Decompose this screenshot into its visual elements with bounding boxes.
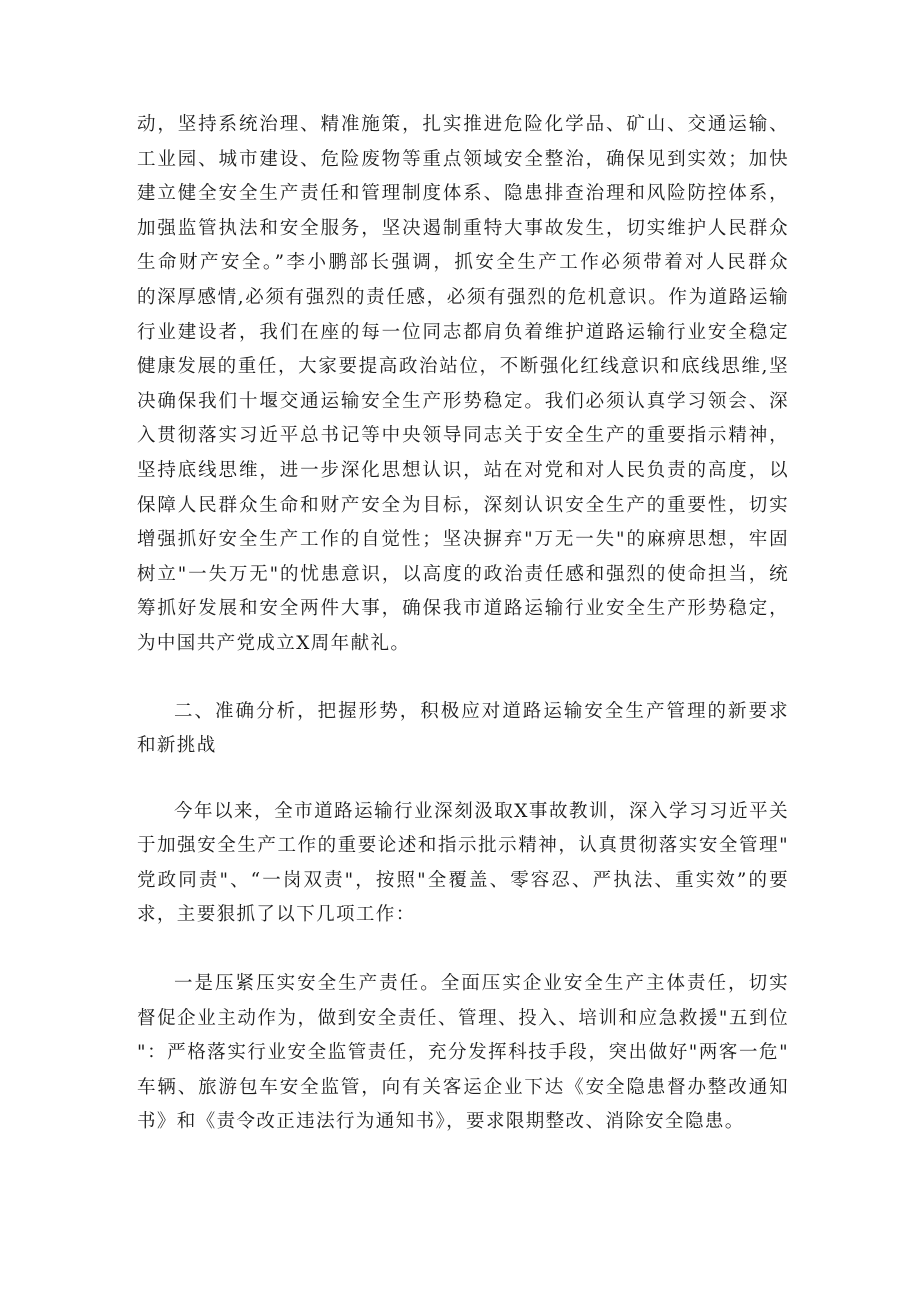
text-line: 动，坚持系统治理、精准施策，扎实推进危险化学品、矿山、交通运输、	[137, 114, 789, 135]
paragraph-gap	[137, 662, 789, 695]
paragraph	[137, 967, 789, 1140]
text-line: 树立"一失万无"的忧患意识，以高度的政治责任感和强烈的使命担当，统	[137, 563, 789, 585]
text-line: 生命财产安全。”李小鹏部长强调，抓安全生产工作必须带着对人民群众	[137, 252, 789, 274]
text-line: 的深厚感情,必须有强烈的责任感，必须有强烈的危机意识。作为道路运输	[137, 286, 789, 308]
text-line: 加强监管执法和安全服务，坚决遏制重特大事故发生，切实维护人民群众	[137, 217, 789, 239]
text-line: 车辆、旅游包车安全监管，向有关客运企业下达《安全隐患督办整改通知	[137, 1076, 789, 1098]
text-line: 工业园、城市建设、危险废物等重点领域安全整治，确保见到实效；加快	[137, 148, 789, 170]
text-line: 行业建设者，我们在座的每一位同志都肩负着维护道路运输行业安全稳定	[137, 321, 789, 343]
paragraph-gap	[137, 764, 789, 795]
heading-line: 和新挑战	[137, 735, 217, 757]
paragraph	[137, 108, 789, 662]
section-heading	[137, 695, 789, 764]
paragraph	[137, 795, 789, 933]
text-line: 保障人民群众生命和财产安全为目标，深刻认识安全生产的重要性，切实	[137, 494, 789, 516]
text-line: 坚持底线思维，进一步深化思想认识，站在对党和对人民负责的高度，以	[137, 459, 789, 481]
text-line: 书》和《责令改正违法行为通知书》，要求限期整改、消除安全隐患。	[137, 1111, 745, 1133]
text-line: 为中国共产党成立X周年献礼。	[137, 632, 411, 654]
text-line: 健康发展的重任，大家要提高政治站位，不断强化红线意识和底线思维,坚	[137, 356, 789, 378]
text-line: "：严格落实行业安全监管责任，充分发挥科技手段，突出做好"两客一危"	[137, 1042, 789, 1064]
text-line: 党政同责"、“一岗双责"，按照"全覆盖、零容忍、严执法、重实效”的要	[137, 869, 789, 891]
text-line: 求，主要狠抓了以下几项工作：	[137, 904, 416, 926]
text-line: 建立健全安全生产责任和管理制度体系、隐患排查治理和风险防控体系，	[137, 183, 789, 205]
text-line: 决确保我们十堰交通运输安全生产形势稳定。我们必须认真学习领会、深	[137, 390, 789, 412]
text-line: 督促企业主动作为，做到安全责任、管理、投入、培训和应急救援"五到位	[137, 1007, 789, 1029]
document-page	[137, 108, 789, 1140]
text-line: 入贯彻落实习近平总书记等中央领导同志关于安全生产的重要指示精神，	[137, 425, 789, 447]
text-line: 筹抓好发展和安全两件大事，确保我市道路运输行业安全生产形势稳定，	[137, 598, 789, 620]
text-line: 一是压紧压实安全生产责任。全面压实企业安全生产主体责任，切实	[174, 973, 789, 995]
text-line: 增强抓好安全生产工作的自觉性；坚决摒弃"万无一失"的麻痹思想，牢固	[137, 529, 789, 551]
paragraph-gap	[137, 933, 789, 967]
text-line: 于加强安全生产工作的重要论述和指示批示精神，认真贯彻落实安全管理"	[137, 835, 789, 857]
text-line: 今年以来，全市道路运输行业深刻汲取X事故教训，深入学习习近平关	[174, 800, 789, 822]
heading-line: 二、准确分析，把握形势，积极应对道路运输安全生产管理的新要求	[174, 700, 789, 722]
